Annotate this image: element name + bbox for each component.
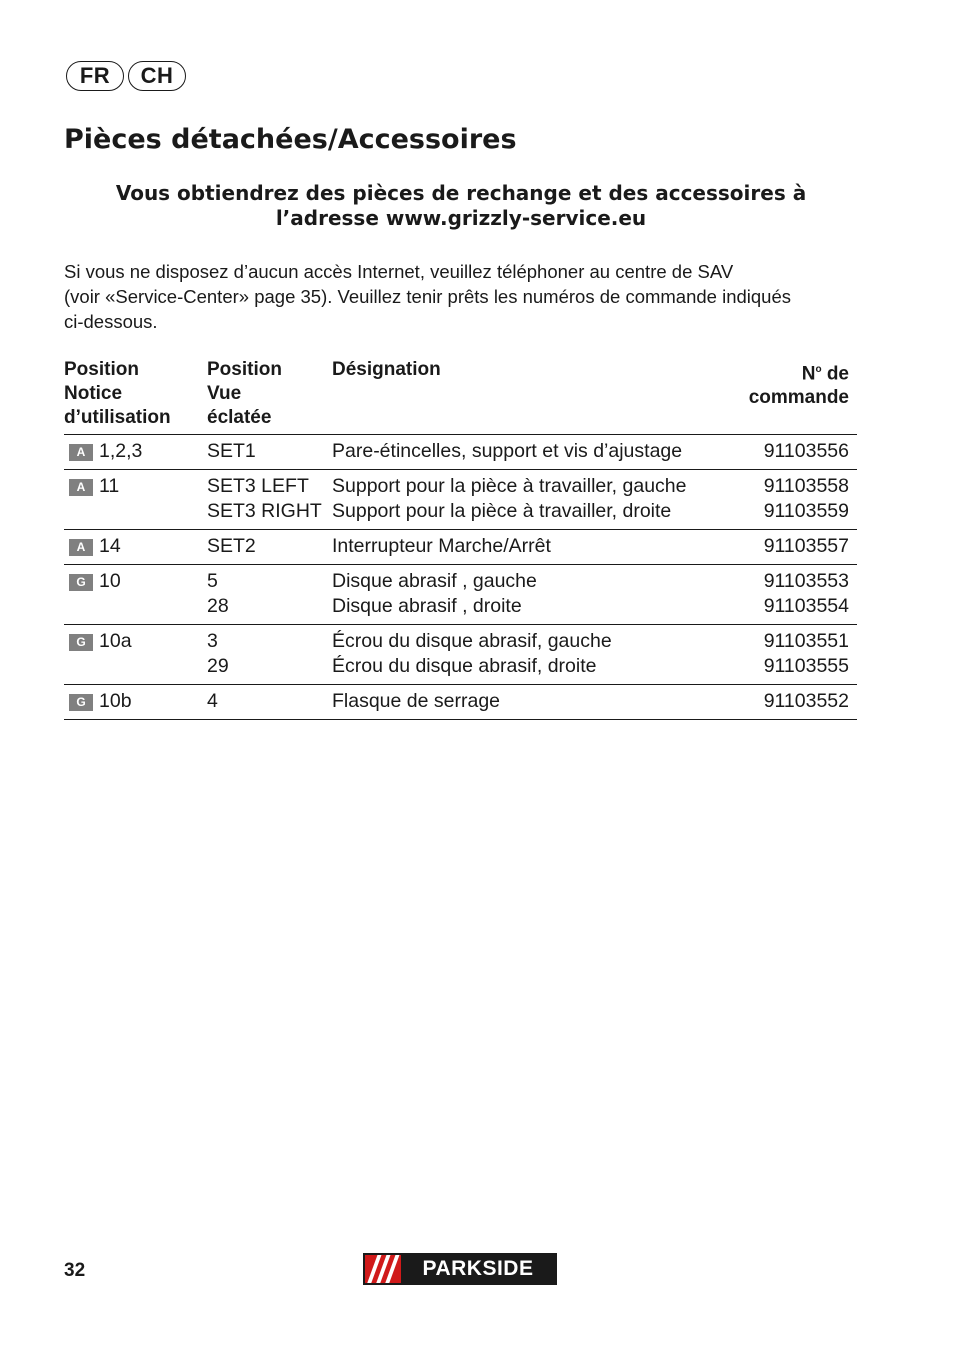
figure-badge: G — [69, 694, 93, 711]
figure-badge: A — [69, 539, 93, 556]
header-position-vue: Position Vue éclatée — [207, 359, 282, 428]
table-row — [64, 685, 857, 720]
cell-position: A 11 — [64, 470, 207, 530]
table-row — [64, 435, 857, 470]
table-row — [64, 625, 857, 685]
figure-badge: A — [69, 444, 93, 461]
logo-text: PARKSIDE — [422, 1257, 534, 1280]
logo-stripes-icon — [365, 1255, 401, 1283]
cell-position: G 10 — [64, 565, 207, 625]
cell-position: G 10a — [64, 625, 207, 685]
page-number: 32 — [64, 1260, 86, 1281]
parkside-logo — [363, 1253, 557, 1285]
figure-badge: A — [69, 479, 93, 496]
cell-vue: SET3 LEFT SET3 RIGHT — [207, 470, 332, 530]
figure-badge: G — [69, 574, 93, 591]
cell-vue: SET1 — [207, 435, 332, 470]
language-badge-ch: CH — [128, 61, 186, 91]
figure-badge: G — [69, 634, 93, 651]
cell-designation: Interrupteur Marche/Arrêt — [332, 530, 734, 565]
table-header-row — [64, 358, 857, 435]
cell-designation: Écrou du disque abrasif, gauche Écrou du disque abrasif, droite — [332, 625, 734, 685]
cell-vue: 3 29 — [207, 625, 332, 685]
spare-parts-table — [64, 358, 857, 720]
cell-position: A 1,2,3 — [64, 435, 207, 470]
cell-designation: Support pour la pièce à travailler, gauche Support pour la pièce à travailler, droite — [332, 470, 734, 530]
cell-order-number: 91103553 91103554 — [734, 565, 857, 625]
language-badges — [66, 61, 186, 91]
subtitle-line-2: l’adresse www.grizzly-service.eu — [275, 206, 647, 230]
table-row — [64, 470, 857, 530]
cell-vue: 4 — [207, 685, 332, 720]
cell-designation: Flasque de serrage — [332, 685, 734, 720]
intro-paragraph — [64, 259, 864, 334]
cell-position: A 14 — [64, 530, 207, 565]
language-badge-fr: FR — [66, 61, 124, 91]
header-designation: Désignation — [332, 359, 441, 380]
cell-designation: Pare-étincelles, support et vis d’ajustage — [332, 435, 734, 470]
cell-position: G 10b — [64, 685, 207, 720]
header-order-number: $N^o$ de commande — [748, 363, 849, 409]
cell-order-number: 91103557 — [734, 530, 857, 565]
table-row — [64, 530, 857, 565]
page-title: Pièces détachées/Accessoires — [64, 124, 517, 155]
cell-order-number: 91103558 91103559 — [734, 470, 857, 530]
header-position-notice: Position Notice d’utilisation — [64, 359, 171, 428]
cell-vue: SET2 — [207, 530, 332, 565]
intro-line: ci-dessous. — [64, 311, 158, 332]
subtitle-line-1: Vous obtiendrez des pièces de rechange et des accessoires à — [115, 181, 807, 205]
table-row — [64, 565, 857, 625]
page-subtitle — [64, 181, 858, 231]
cell-order-number: 91103551 91103555 — [734, 625, 857, 685]
cell-order-number: 91103552 — [734, 685, 857, 720]
cell-designation: Disque abrasif , gauche Disque abrasif , droite — [332, 565, 734, 625]
intro-line: Si vous ne disposez d’aucun accès Internet, veuillez téléphoner au centre de SAV — [64, 261, 734, 282]
cell-order-number: 91103556 — [734, 435, 857, 470]
intro-line: (voir «Service-Center» page 35). Veuillez tenir prêts les numéros de commande indiqués — [64, 286, 792, 307]
cell-vue: 5 28 — [207, 565, 332, 625]
